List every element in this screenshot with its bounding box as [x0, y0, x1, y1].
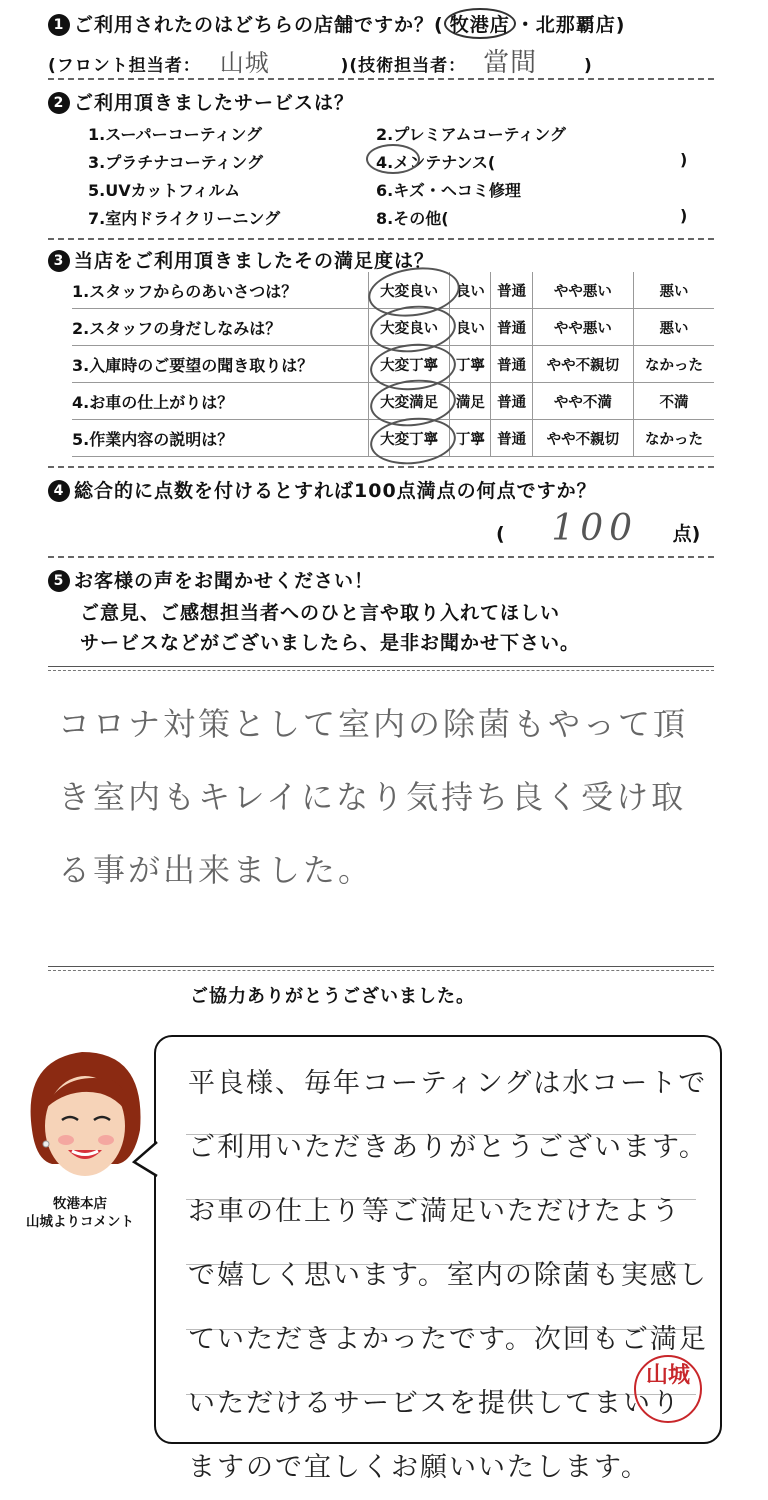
rating-option: 普通 [491, 309, 532, 346]
row-question: 4.お車の仕上がりは？ [72, 383, 369, 420]
q5-number: 5 [48, 570, 70, 592]
q5-question: 5 お客様の声をお聞かせください！ [48, 566, 374, 593]
q5-line3: サービスなどがございましたら、是非お聞かせ下さい。 [80, 632, 581, 654]
q1-staff-line: (フロント担当者： 山城 )(技術担当者： 當間 ) [48, 48, 593, 78]
shop-kitanaha: 北那覇店 [535, 14, 616, 36]
rating-option: 丁寧 [450, 346, 491, 383]
row-question: 3.入庫時のご要望の聞き取りは？ [72, 346, 369, 383]
rating-option: 良い [450, 272, 491, 309]
divider [48, 666, 714, 667]
service-option: 6.キズ・ヘコミ修理 [376, 181, 521, 200]
q4-number: 4 [48, 480, 70, 502]
q4-question: 4 総合的に点数を付けるとすれば100点満点の何点ですか？ [48, 476, 597, 503]
rating-option: 不満 [633, 383, 714, 420]
divider [48, 466, 714, 468]
rating-option: 大変丁寧 [369, 420, 450, 457]
row-question: 1.スタッフからのあいさつは？ [72, 272, 369, 309]
divider [48, 966, 714, 967]
rating-option: 普通 [491, 272, 532, 309]
service-option: 7.室内ドライクリーニング [88, 209, 281, 228]
rating-option: 大変良い [369, 272, 450, 309]
rating-option: 悪い [633, 309, 714, 346]
q1-number: 1 [48, 14, 70, 36]
divider [48, 556, 714, 558]
q2-number: 2 [48, 92, 70, 114]
customer-comment: コロナ対策として室内の除菌もやって頂き室内もキレイになり気持ち良く受け取る事が出来ました。 [58, 705, 689, 889]
q3-number: 3 [48, 250, 70, 272]
rating-option: 普通 [491, 383, 532, 420]
score-line: ( 100 点) [496, 508, 701, 549]
rating-option: 大変満足 [369, 383, 450, 420]
row-question: 2.スタッフの身だしなみは？ [72, 309, 369, 346]
q1-question: 1 ご利用されたのはどちらの店舗ですか？( 牧港店 ・北那覇店) [48, 8, 625, 39]
rating-option: やや悪い [532, 309, 633, 346]
rating-option: なかった [633, 346, 714, 383]
rating-option: 大変良い [369, 309, 450, 346]
score-value: 100 [551, 508, 639, 549]
shop-makiminato: 牧港店 [444, 8, 516, 39]
divider [48, 238, 714, 240]
rating-option: 丁寧 [450, 420, 491, 457]
q3-question: 3 当店をご利用頂きましたその満足度は？ [48, 246, 434, 273]
service-option: 1.スーパーコーティング [88, 125, 263, 144]
q5-line2: ご意見、ご感想担当者へのひと言や取り入れてほしい [80, 602, 561, 624]
service-option: 5.UVカットフィルム [88, 181, 241, 200]
row-question: 5.作業内容の説明は？ [72, 420, 369, 457]
rating-option: やや不親切 [532, 420, 633, 457]
rating-option: 良い [450, 309, 491, 346]
staff-avatar [22, 1040, 148, 1190]
rating-option: 満足 [450, 383, 491, 420]
service-option: 3.プラチナコーティング [88, 153, 263, 172]
rating-option: やや不親切 [532, 346, 633, 383]
rating-option: なかった [633, 420, 714, 457]
service-option: 2.プレミアムコーティング [376, 125, 566, 144]
rating-option: 普通 [491, 420, 532, 457]
selected-circle [366, 144, 420, 174]
q2-question: 2 ご利用頂きましたサービスは？ [48, 88, 354, 115]
thanks-text: ご協力ありがとうございました。 [190, 986, 475, 1007]
front-staff-name: 山城 [219, 49, 270, 77]
name-stamp: 山城 [634, 1355, 702, 1423]
rating-option: やや悪い [532, 272, 633, 309]
staff-caption-shop: 牧港本店 [53, 1196, 107, 1212]
paren-close: ) [680, 150, 688, 169]
speech-bubble-tail [132, 1140, 158, 1180]
rating-option: 悪い [633, 272, 714, 309]
paren-close: ) [680, 206, 688, 225]
divider [48, 78, 714, 80]
staff-reply: 平良様、毎年コーティングは水コートでご利用いただきありがとうございます。お車の仕上り等ご満足いただけたようで嬉しく思います。室内の除菌も実感していただきよかったです。次回もご満足いただけるサービスを提供してまいりますので宜しくお願いいたします。 [188, 1068, 708, 1483]
rating-option: 普通 [491, 346, 532, 383]
rating-option: 大変丁寧 [369, 346, 450, 383]
service-option: 8.その他( [376, 209, 449, 228]
rating-option: やや不満 [532, 383, 633, 420]
service-option-selected: 4.メンテナンス( [376, 153, 496, 172]
staff-caption-name: 山城よりコメント [26, 1214, 134, 1230]
tech-staff-name: 當間 [483, 48, 538, 78]
